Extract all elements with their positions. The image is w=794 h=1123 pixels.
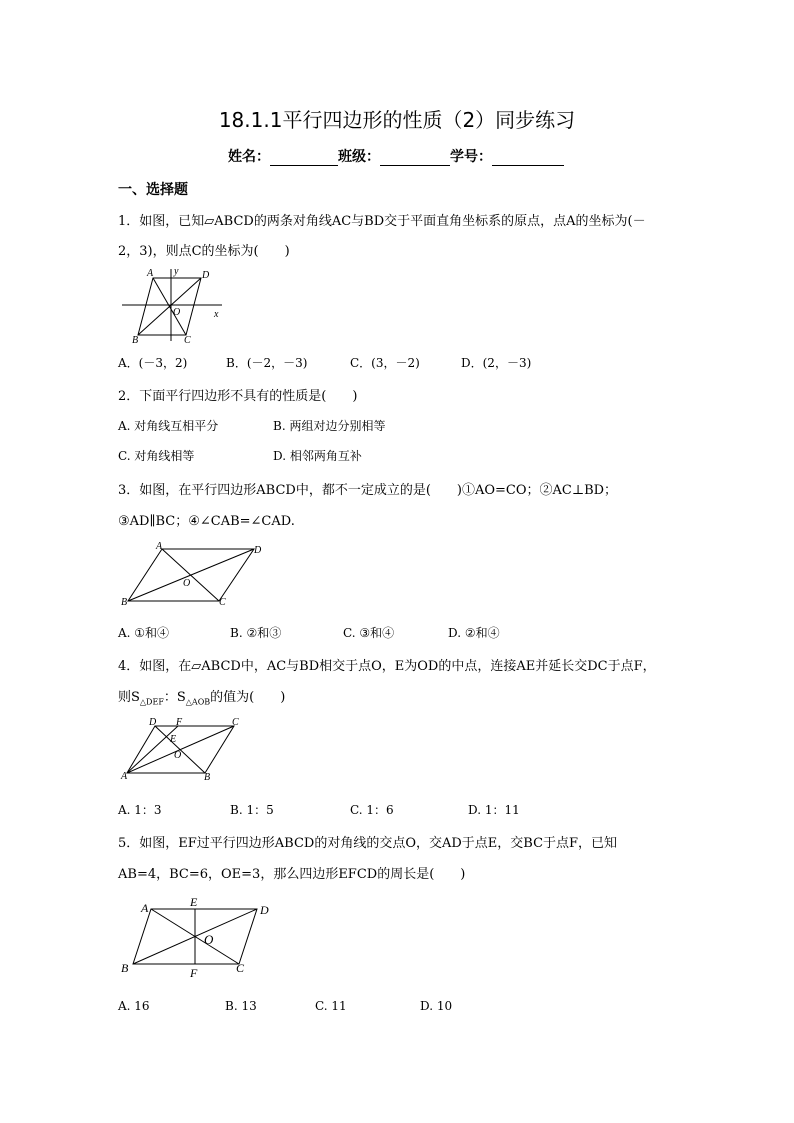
q2-option-b[interactable]: B. 两组对边分别相等 [273, 419, 386, 433]
q5-text-line1: 5．如图，EF过平行四边形ABCD的对角线的交点O，交AD于点E，交BC于点F，已知 [118, 836, 618, 851]
q4-label-b: B [204, 772, 211, 781]
q5-option-b[interactable]: B. 13 [225, 999, 257, 1013]
q3-option-d[interactable]: D. ②和④ [448, 626, 500, 640]
q4-label-d: D [149, 717, 157, 728]
q3-diagonal-bd [128, 549, 254, 601]
q4-option-c[interactable]: C. 1：6 [350, 803, 394, 817]
q3-text-line1: 3．如图，在平行四边形ABCD中，都不一定成立的是( )①AO=CO；②AC⊥BD； [118, 483, 618, 498]
page-title: 18.1.1平行四边形的性质（2）同步练习 [218, 108, 576, 132]
q4-option-d[interactable]: D. 1：11 [468, 803, 520, 817]
class-field[interactable] [380, 151, 450, 166]
q1-option-c[interactable]: C．(3，－2) [350, 356, 420, 370]
q2-option-c[interactable]: C. 对角线相等 [118, 449, 195, 463]
id-field[interactable] [492, 151, 564, 166]
q4-option-a[interactable]: A. 1：3 [118, 803, 162, 817]
q5-figure [118, 893, 278, 983]
name-label: 姓名： [228, 149, 270, 165]
q1-label-o: O [173, 307, 181, 318]
q5-label-b: B [121, 961, 129, 975]
q5-option-c[interactable]: C. 11 [315, 999, 347, 1013]
q5-label-e: E [190, 895, 198, 909]
q3-option-c[interactable]: C. ③和④ [343, 626, 395, 640]
q4-prefix: 则S [118, 690, 140, 705]
q3-text-line2: ③AD∥BC；④∠CAB=∠CAD. [118, 514, 295, 529]
q3-option-a[interactable]: A. ①和④ [118, 626, 170, 640]
q4-text-line1: 4．如图，在▱ABCD中，AC与BD相交于点O，E为OD的中点，连接AE并延长交DC于点F， [118, 659, 656, 674]
q5-label-d: D [260, 903, 269, 917]
q3-option-b[interactable]: B. ②和③ [230, 626, 282, 640]
id-label: 学号： [450, 149, 492, 165]
q5-label-o: O [204, 932, 214, 947]
q4-label-a: A [121, 771, 128, 781]
class-label: 班级： [338, 149, 380, 165]
name-field[interactable] [270, 151, 338, 166]
q1-text-line2: 2，3)，则点C的坐标为( ) [118, 244, 290, 259]
student-info [228, 146, 564, 166]
q1-figure [118, 265, 228, 347]
q1-label-y: y [174, 266, 179, 277]
q1-label-c: C [184, 335, 191, 346]
q1-option-d[interactable]: D．(2，－3) [461, 356, 532, 370]
q4-sep: ：S [163, 690, 186, 705]
q5-option-d[interactable]: D. 10 [420, 999, 453, 1013]
q4-figure [118, 715, 248, 781]
q4-option-b[interactable]: B. 1：5 [230, 803, 274, 817]
q4-text-line2 [118, 686, 285, 707]
q5-label-c: C [236, 961, 245, 975]
q4-label-o: O [174, 750, 182, 761]
q4-label-e: E [170, 734, 177, 745]
q5-label-a: A [141, 901, 149, 915]
q3-label-o: O [183, 578, 191, 589]
q1-diagonal-bd [138, 278, 201, 335]
q3-label-c: C [219, 597, 226, 608]
q4-suffix: 的值为( ) [210, 690, 286, 705]
q2-option-d[interactable]: D. 相邻两角互补 [273, 449, 362, 463]
q1-label-b: B [132, 335, 139, 346]
q4-label-c: C [232, 717, 239, 728]
q1-option-b[interactable]: B．(－2，－3) [226, 356, 308, 370]
q4-sub-def: △DEF [139, 697, 164, 707]
q3-label-a: A [156, 541, 163, 552]
q1-text-line1: 1．如图，已知▱ABCD的两条对角线AC与BD交于平面直角坐标系的原点，点A的坐标为(－ [118, 214, 646, 229]
q2-option-a[interactable]: A. 对角线互相平分 [118, 419, 219, 433]
q3-label-d: D [254, 545, 262, 556]
q1-label-a: A [147, 268, 154, 279]
q2-text: 2．下面平行四边形不具有的性质是( ) [118, 389, 358, 404]
q5-text-line2: AB=4，BC=6，OE=3，那么四边形EFCD的周长是( ) [118, 867, 466, 882]
q1-label-x: x [214, 309, 219, 320]
section-heading: 一、选择题 [118, 182, 188, 198]
q3-figure [118, 540, 268, 610]
q1-option-a[interactable]: A．(－3，2) [118, 356, 188, 370]
q1-label-d: D [202, 270, 210, 281]
q5-option-a[interactable]: A. 16 [118, 999, 150, 1013]
q4-label-f: F [176, 717, 183, 728]
q5-label-f: F [190, 966, 198, 980]
q3-label-b: B [121, 597, 128, 608]
q4-sub-aob: △AOB [185, 697, 211, 707]
